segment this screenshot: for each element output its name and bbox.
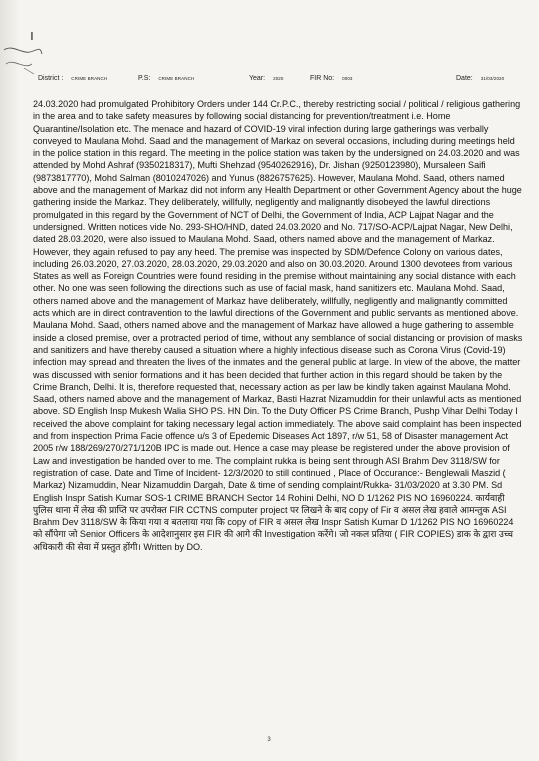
date-value: 31/03/2020	[480, 76, 505, 81]
date-field	[456, 75, 504, 82]
date-label: Date:	[456, 75, 473, 82]
fir-header	[38, 72, 528, 88]
fir-number-field	[310, 75, 353, 82]
year-value: 2020	[273, 76, 284, 81]
ps-label: P.S:	[138, 75, 151, 82]
fir-label: FIR No:	[310, 75, 335, 82]
fir-body-text: 24.03.2020 had promulgated Prohibitory Orders under 144 Cr.P.C., thereby restricting social / political / religious gathering in the area and to take safety measures by following social distancing for prevention/treatment i.e. Home Quarantine/Isolation etc. The menace and hazard of COVID-19 viral infection during large gatherings was verbally conveyed to Maulana Mohd. Saad and the management of Markaz on several occasions, including during meetings held in the police station in this regard. The meeting in the police station was taken by the undersigned on 24.03.2020 and was attended by Mohd Ashraf (9350218317), Mufti Shehzad (9540262916), Dr. Jishan (9250123980), Mursaleen Saifi (9873817770), Mohd Salman (8010247026) and Yunus (8826757625). However, Maulana Mohd. Saad, others named above and the management of Markaz did not inform any Health Department or other Government Agency about the huge gathering inside the Markaz. They deliberately, willfully, negligently and malignantly disobeyed the lawful directions promulgated in this regard by the Government of NCT of Delhi, the Government of India, ACP Lajpat Nagar and the undersigned. Written notices vide No. 293-SHO/HND, dated 24.03.2020 and No. 717/SO-ACP/Lajpat Nagar, New Delhi, dated 28.03.2020, were also issued to Maulana Mohd. Saad, others named above and the management of Markaz. However, they again refused to pay any heed. The premise was inspected by SDM/Defence Colony on various dates, including 26.03.2020, 27.03.2020, 28.03.2020, 29.03.2020 and also on 30.03.2020. Around 1300 devotees from various States as well as Foreign Countries were found residing in the premise without maintaining any social distance with each other. No one was seen following the directions such as use of facial mask, hand sanitizers etc. Maulana Mohd. Saad, others named above and the management of Markaz have deliberately, willfully, negligently and malignantly committed acts which are in direct contravention to the lawful directions of the Government and public servants as mentioned above. Maulana Mohd. Saad, others named above and the management of Markaz have allowed a huge gathering to assemble inside a closed premise, over a protracted period of time, without any semblance of social distancing or provision of masks and sanitizers and have thereby caused a situation where a highly infectious disease such as Corona Virus (Covid-19) infection may spread and threaten the lives of the inmates and the general public at large. In view of the above, the matter was discussed with senior formations and it has been decided that further action in this regard should be taken by the Crime Branch, Delhi. It is, therefore requested that, necessary action as per law be kindly taken against Maulana Mohd. Saad, others named above and the management of Markaz, Basti Hazrat Nizamuddin for their unlawful acts as mentioned above. SD English Insp Mukesh Walia SHO PS. HN Din. To the Duty Officer PS Crime Branch, Pushp Vihar Delhi Today I received the above complaint for taking necessary legal action immediately. The above said complaint has been inspected and from inspection Prima Facie offence u/s 3 of Epedemic Diseases Act 1897, r/w 51, 58 of Disaster management Act 2005 r/w 188/269/270/271/120B IPC is made out. Hence a case may please be registered under the above provision of Law and investigation be handed over to me. The complaint rukka is being sent through ASI Brahm Dev 3118/SW for registration of case. Date and Time of Incident- 12/3/2020 to still continued , Place of Occurance:- Benglewali Maszid ( Markaz) Nizamuddin, Near Nizamuddin Dargah, Date & time of sending complaint/Rukka- 31/03/2020 at 3.30 PM. Sd English Inspr Satish Kumar SOS-1 CRIME BRANCH Sector 14 Rohini Delhi, NO D 1/1262 PIS NO 16960224. कार्यवाही पुलिस थाना में लेख की प्राप्ति पर उपरोक्त FIR CCTNS computer project पर लिखने के बाद copy of Fir व असल लेख हवाले आमन्तुक ASI Brahm Dev 3118/SW के किया गया व बतलाया गया कि copy of FIR व असल लेख Inspr Satish Kumar D 1/1262 PIS NO 16960224 को सौंपेगा जो Senior Officers के आदेशानुसार इस FIR की आगे की Investigation करेंगे। जो नकल प्रतिया ( FIR COPIES) डाक के द्वारा उच्च अधिकारी की सेवा में प्रस्तुत होंगी। Written by DO.	[33, 99, 523, 552]
fir-value: 0003	[342, 76, 353, 81]
year-field	[249, 75, 284, 82]
district-field	[38, 75, 107, 82]
police-station-field	[138, 75, 194, 82]
district-label: District :	[38, 75, 64, 82]
corner-tick-mark: ı	[30, 28, 34, 44]
ps-value: CRIME BRANCH	[158, 76, 195, 81]
year-label: Year:	[249, 75, 266, 82]
page-number: 3	[267, 737, 271, 743]
district-value: CRIME BRANCH	[71, 76, 108, 81]
scan-shadow	[0, 0, 20, 761]
